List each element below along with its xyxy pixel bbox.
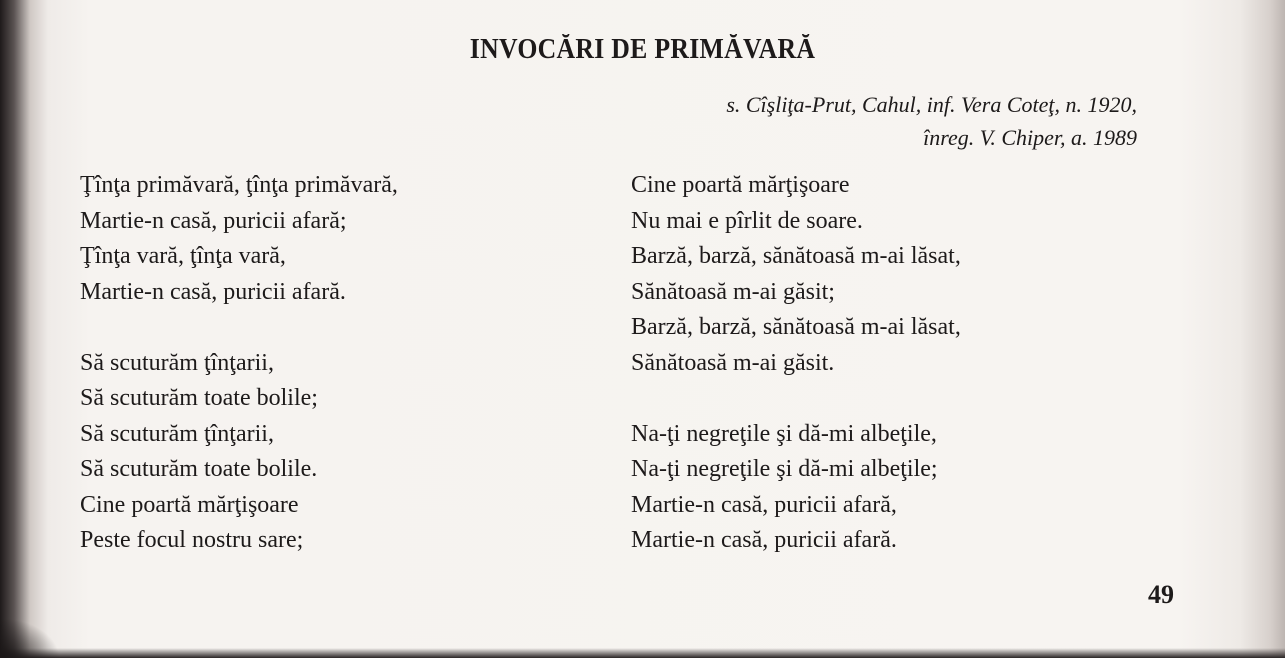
page-number: 49	[1148, 580, 1174, 609]
stanza	[631, 417, 961, 559]
verse-line: Barză, barză, sănătoasă m-ai lăsat,	[631, 314, 961, 340]
verse-line: Martie-n casă, puricii afară,	[631, 491, 897, 518]
verse-line: Sănătoasă m-ai găsit;	[631, 278, 835, 305]
binding-shadow	[0, 618, 60, 658]
page-bottom-edge	[0, 648, 1285, 658]
verse-line: Na-ţi negreţile şi dă-mi albeţile,	[631, 420, 937, 447]
right-column	[631, 168, 961, 594]
verse-line: Cine poartă mărţişoare	[80, 491, 299, 518]
verse-line: Cine poartă mărţişoare	[631, 172, 850, 198]
stanza	[80, 168, 398, 310]
verse-line: Sănătoasă m-ai găsit.	[631, 349, 835, 376]
verse-line: Nu mai e pîrlit de soare.	[631, 207, 863, 234]
verse-line: Să scuturăm toate bolile.	[80, 456, 318, 482]
poem-title: INVOCĂRI DE PRIMĂVARĂ	[469, 34, 816, 65]
verse-line: Martie-n casă, puricii afară.	[631, 527, 897, 553]
verse-line: Barză, barză, sănătoasă m-ai lăsat,	[631, 243, 961, 269]
source-line-2: înreg. V. Chiper, a. 1989	[923, 125, 1137, 150]
verse-line: Na-ţi negreţile şi dă-mi albeţile;	[631, 456, 938, 482]
source-citation	[726, 88, 1137, 154]
verse-line: Să scuturăm ţînţarii,	[80, 349, 274, 376]
verse-line: Peste focul nostru sare;	[80, 527, 304, 553]
source-line-1: s. Cîşliţa-Prut, Cahul, inf. Vera Coteţ, n. 1920,	[726, 92, 1137, 117]
verse-line: Ţînţa primăvară, ţînţa primăvară,	[80, 172, 398, 198]
verse-line: Martie-n casă, puricii afară.	[80, 278, 346, 305]
verse-line: Să scuturăm ţînţarii,	[80, 420, 274, 447]
verse-line: Să scuturăm toate bolile;	[80, 385, 318, 411]
stanza	[631, 168, 961, 381]
verse-line: Ţînţa vară, ţînţa vară,	[80, 243, 286, 269]
stanza	[80, 346, 398, 559]
verse-line: Martie-n casă, puricii afară;	[80, 207, 347, 234]
left-column	[80, 168, 398, 594]
